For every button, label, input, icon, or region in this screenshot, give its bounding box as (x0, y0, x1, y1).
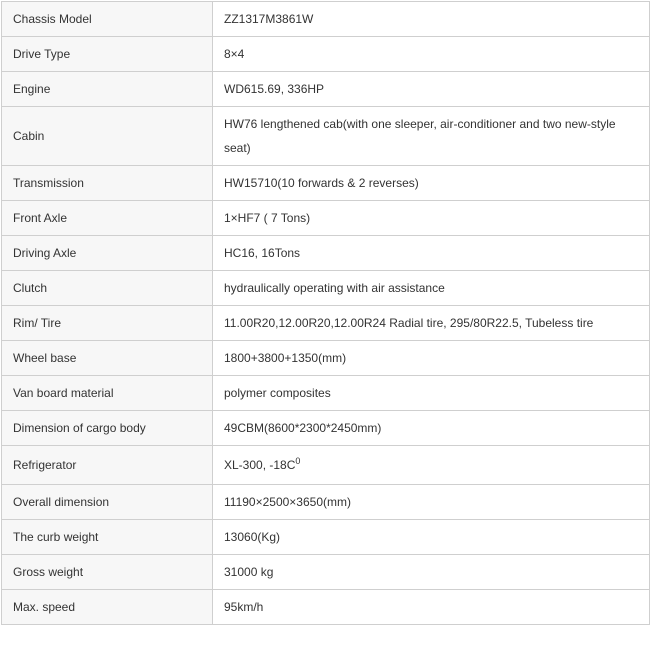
table-row (2, 520, 650, 555)
spec-label: Clutch (2, 271, 213, 306)
spec-value: 49CBM(8600*2300*2450mm) (213, 411, 650, 446)
spec-value: 8×4 (213, 37, 650, 72)
table-row (2, 271, 650, 306)
spec-value: 95km/h (213, 590, 650, 625)
spec-table (1, 1, 650, 625)
table-row (2, 446, 650, 485)
table-row (2, 236, 650, 271)
table-row (2, 201, 650, 236)
refrigerator-value: XL-300, -18C (224, 458, 296, 472)
spec-value: 11.00R20,12.00R20,12.00R24 Radial tire, 295/80R22.5, Tubeless tire (213, 306, 650, 341)
spec-label: Dimension of cargo body (2, 411, 213, 446)
spec-label: Rim/ Tire (2, 306, 213, 341)
degree-superscript: 0 (295, 456, 301, 466)
table-row (2, 72, 650, 107)
spec-label: Overall dimension (2, 485, 213, 520)
spec-label: Max. speed (2, 590, 213, 625)
spec-value: HC16, 16Tons (213, 236, 650, 271)
spec-label: The curb weight (2, 520, 213, 555)
table-row (2, 341, 650, 376)
spec-label: Driving Axle (2, 236, 213, 271)
spec-label: Front Axle (2, 201, 213, 236)
spec-value: HW15710(10 forwards & 2 reverses) (213, 166, 650, 201)
spec-value: polymer composites (213, 376, 650, 411)
spec-label: Wheel base (2, 341, 213, 376)
spec-label: Transmission (2, 166, 213, 201)
spec-value: WD615.69, 336HP (213, 72, 650, 107)
spec-value: ZZ1317M3861W (213, 2, 650, 37)
spec-label: Gross weight (2, 555, 213, 590)
table-row (2, 411, 650, 446)
spec-label: Van board material (2, 376, 213, 411)
spec-value: HW76 lengthened cab(with one sleeper, air-conditioner and two new-style seat) (213, 107, 650, 166)
table-row (2, 590, 650, 625)
spec-value: 11190×2500×3650(mm) (213, 485, 650, 520)
table-row (2, 306, 650, 341)
table-row (2, 37, 650, 72)
spec-label: Refrigerator (2, 446, 213, 485)
table-row (2, 107, 650, 166)
table-row (2, 166, 650, 201)
spec-label: Cabin (2, 107, 213, 166)
spec-value (213, 446, 650, 485)
spec-label: Engine (2, 72, 213, 107)
spec-value: 1×HF7 ( 7 Tons) (213, 201, 650, 236)
spec-value: 1800+3800+1350(mm) (213, 341, 650, 376)
table-row (2, 555, 650, 590)
table-row (2, 485, 650, 520)
table-row (2, 376, 650, 411)
spec-value: 31000 kg (213, 555, 650, 590)
spec-value: hydraulically operating with air assistance (213, 271, 650, 306)
spec-label: Drive Type (2, 37, 213, 72)
spec-label: Chassis Model (2, 2, 213, 37)
spec-value: 13060(Kg) (213, 520, 650, 555)
table-row (2, 2, 650, 37)
